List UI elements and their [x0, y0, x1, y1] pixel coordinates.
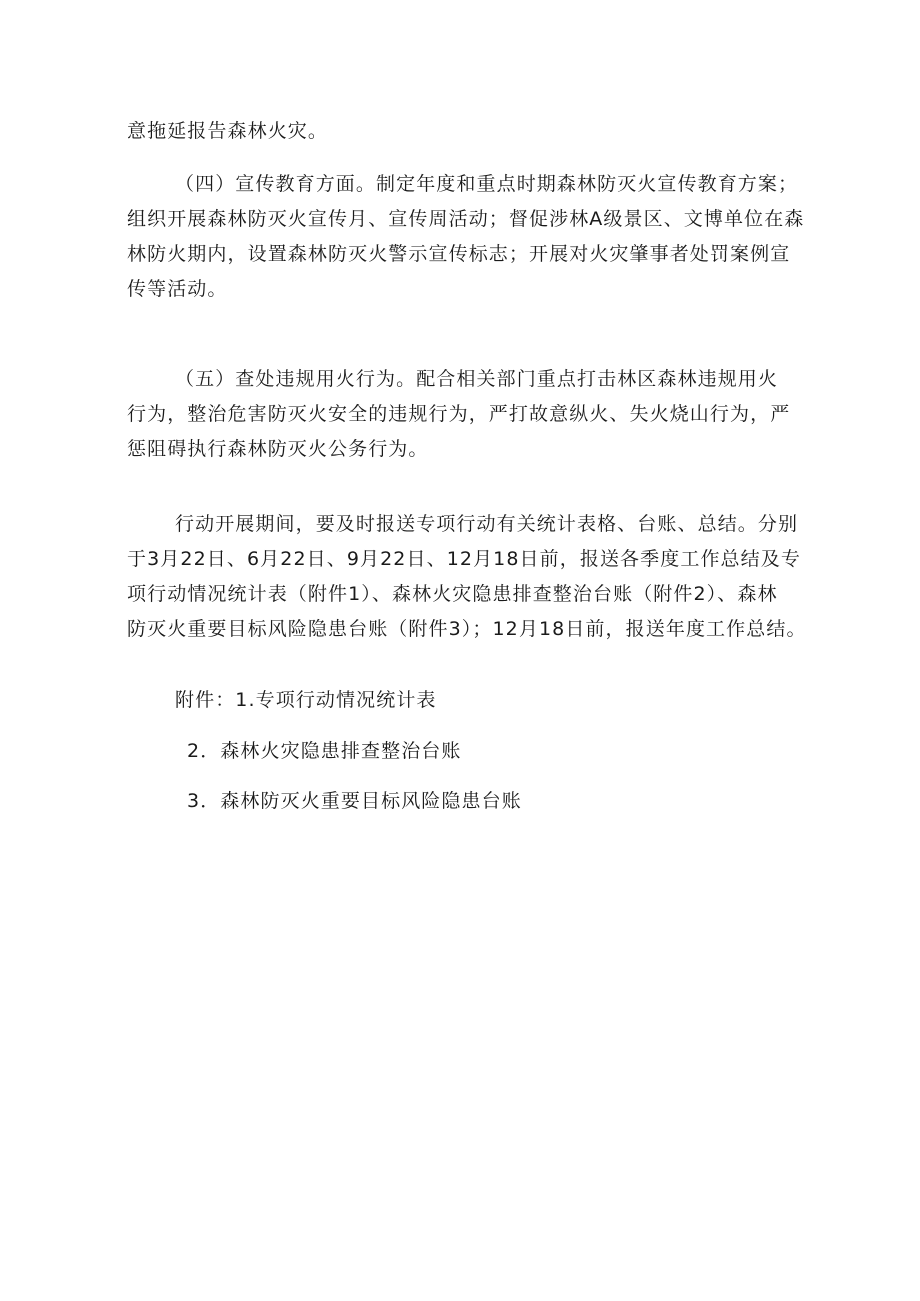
paragraph-section-5	[127, 362, 807, 467]
attachment-item: 2．森林火灾隐患排查整治台账	[187, 740, 462, 762]
text-line: 行动开展期间，要及时报送专项行动有关统计表格、台账、总结。分别	[175, 513, 799, 535]
paragraph-reporting	[127, 507, 807, 647]
attachment-item: 3．森林防灭火重要目标风险隐患台账	[187, 790, 522, 812]
paragraph-continuation	[127, 114, 807, 149]
text-line: 行为，整治危害防灭火安全的违规行为，严打故意纵火、失火烧山行为，严	[127, 403, 791, 425]
text-line: 组织开展森林防灭火宣传月、宣传周活动；督促涉林A级景区、文博单位在森	[127, 208, 805, 230]
text-line: 林防火期内，设置森林防灭火警示宣传标志；开展对火灾肇事者处罚案例宣	[127, 243, 791, 265]
text-line: 惩阻碍执行森林防灭火公务行为。	[127, 438, 429, 460]
paragraph-section-4	[127, 167, 807, 307]
attachment-list	[127, 683, 807, 718]
text-line: （四）宣传教育方面。制定年度和重点时期森林防灭火宣传教育方案；	[175, 173, 799, 195]
text-line: 传等活动。	[127, 278, 228, 300]
text-line: 意拖延报告森林火灾。	[127, 120, 329, 142]
attachment-label-line: 附件：1.专项行动情况统计表	[175, 689, 437, 711]
text-line: 防灭火重要目标风险隐患台账（附件3）；12月18日前，报送年度工作总结。	[127, 618, 807, 640]
attachment-list-item	[127, 784, 807, 819]
text-line: 项行动情况统计表（附件1）、森林火灾隐患排查整治台账（附件2）、森林	[127, 583, 778, 605]
text-line: 于3月22日、6月22日、9月22日、12月18日前，报送各季度工作总结及专	[127, 548, 801, 570]
attachment-list-item	[127, 734, 807, 769]
text-line: （五）查处违规用火行为。配合相关部门重点打击林区森林违规用火	[175, 368, 779, 390]
